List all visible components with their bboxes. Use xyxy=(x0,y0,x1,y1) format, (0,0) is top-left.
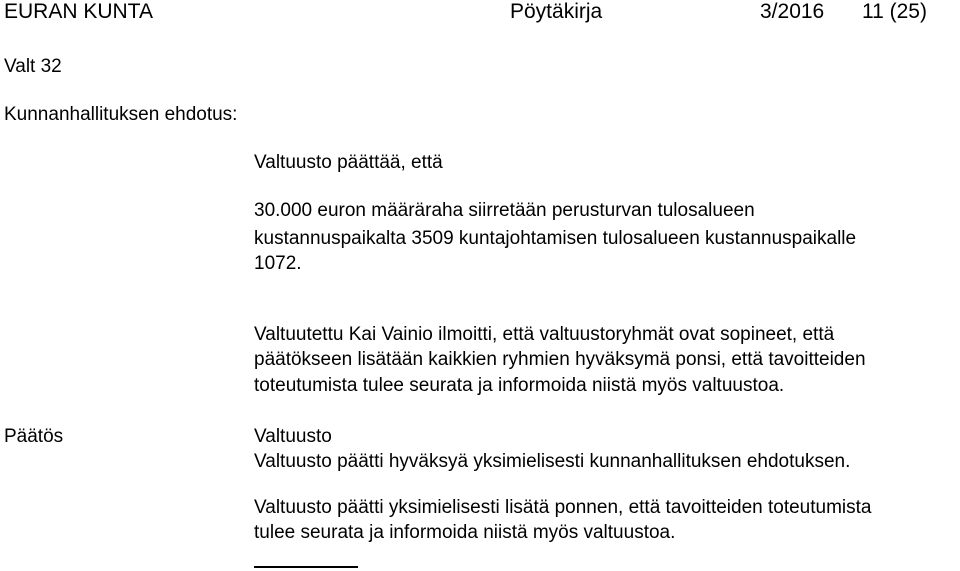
page-header xyxy=(0,0,960,26)
decision-body-title: Valtuusto xyxy=(254,426,332,447)
decision-label: Päätös xyxy=(4,426,64,447)
document-number: 3/2016 xyxy=(760,0,825,23)
item-number: Valt 32 xyxy=(4,56,62,77)
municipality-name: EURAN KUNTA xyxy=(4,0,153,23)
document-type: Pöytäkirja xyxy=(510,0,603,23)
signature-line xyxy=(254,566,358,568)
decision-line: Valtuusto päätti hyväksyä yksimielisesti kunnanhallituksen ehdotuksen. xyxy=(254,451,851,472)
proposal-intro: Valtuusto päättää, että xyxy=(254,152,443,173)
proposal-label: Kunnanhallituksen ehdotus: xyxy=(4,104,238,125)
page-number: 11 (25) xyxy=(862,0,927,23)
proposal-line: 1072. xyxy=(254,253,302,274)
decision-ponsi-line: Valtuusto päätti yksimielisesti lisätä ponnen, että tavoitteiden toteutumista xyxy=(254,497,872,518)
decision-ponsi-line: tulee seurata ja informoida niistä myös valtuustoa. xyxy=(254,522,676,543)
notice-line: päätökseen lisätään kaikkien ryhmien hyväksymä ponsi, että tavoitteiden xyxy=(254,349,866,370)
proposal-line: 30.000 euron määräraha siirretään perusturvan tulosalueen xyxy=(254,200,755,221)
notice-line: toteutumista tulee seurata ja informoida niistä myös valtuustoa. xyxy=(254,375,785,396)
proposal-line: kustannuspaikalta 3509 kuntajohtamisen tulosalueen kustannuspaikalle xyxy=(254,228,857,249)
notice-line: Valtuutettu Kai Vainio ilmoitti, että valtuustoryhmät ovat sopineet, että xyxy=(254,324,835,345)
